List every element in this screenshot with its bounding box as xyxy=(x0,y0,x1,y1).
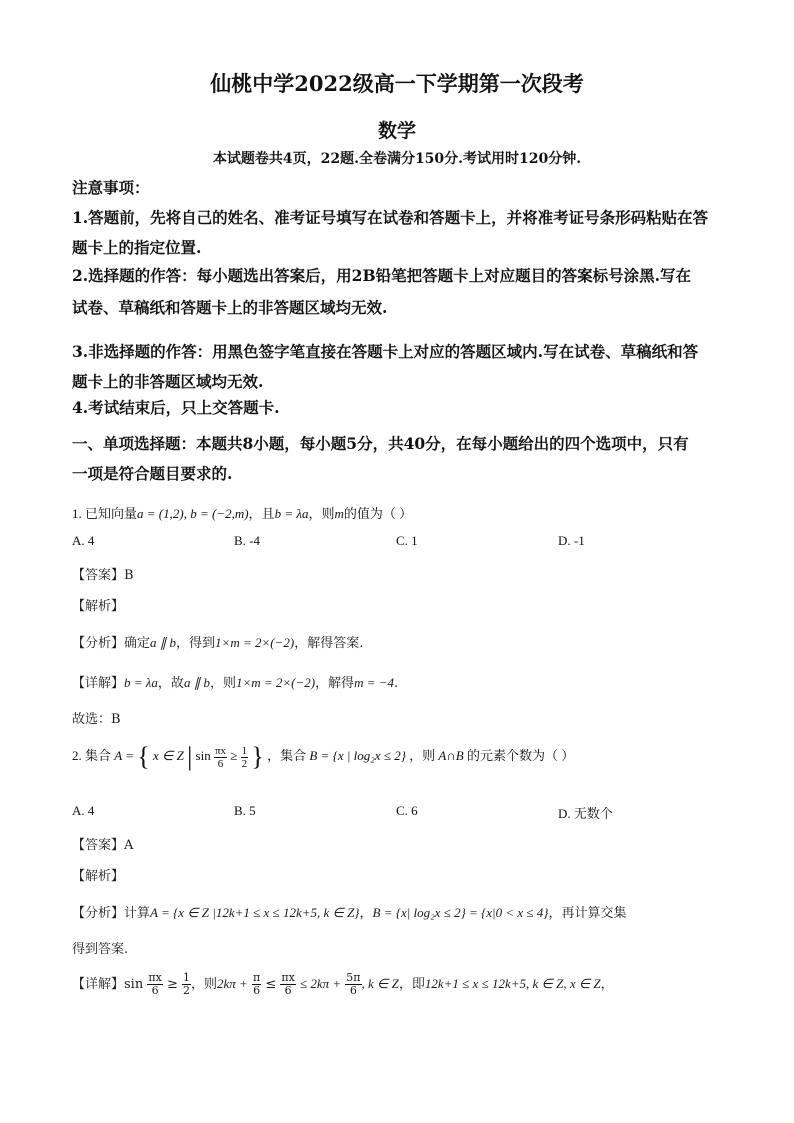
q2-text-3: ，则 xyxy=(409,747,436,763)
q2-option-c: C. 6 xyxy=(396,803,418,818)
detail-fraction-4 xyxy=(280,972,295,997)
fenxi-text-3: ，解得答案. xyxy=(294,636,364,651)
note-3-line-2: 题卡上的非答题区域均无效. xyxy=(72,372,264,391)
note-1-line-1: 1.答题前，先将自己的姓名、准考证号填写在试卷和答题卡上，并将准考证号条形码粘贴在答 xyxy=(72,208,709,227)
q1-text-1: 1. 已知向量 xyxy=(72,506,138,521)
detail-math-d: 12k+1 ≤ x ≤ 12k+5, k ∈ Z, x ∈ Z xyxy=(424,976,601,991)
q1-option-c: C. 1 xyxy=(396,533,418,548)
detail-fraction-2 xyxy=(182,972,191,997)
q2-analysis-tag: 【解析】 xyxy=(72,869,125,884)
fenxi-text-2: ， xyxy=(359,906,373,921)
fenxi-math-1: a ∥ b xyxy=(150,635,177,650)
q2-setB: B = {x | log₂x ≤ 2} xyxy=(309,747,406,763)
answer-value: A xyxy=(124,838,134,853)
fenxi-text-1: 确定 xyxy=(124,636,151,651)
answer-tag: 【答案】 xyxy=(72,568,125,583)
q2-fenxi xyxy=(72,902,626,921)
fenxi-text-1: 计算 xyxy=(124,906,151,921)
q2-setA-cond: x ∈ Z xyxy=(152,747,184,763)
fenxi-tag: 【分析】 xyxy=(72,906,125,921)
q1-text-4: 的值为（ ） xyxy=(343,506,413,521)
note-1-line-2: 题卡上的指定位置. xyxy=(72,238,202,257)
q2-intersection: A∩B xyxy=(438,747,464,763)
q1-analysis-tag: 【解析】 xyxy=(72,599,125,614)
frac-den: 2 xyxy=(182,984,190,997)
q1-var: m xyxy=(334,506,344,521)
exam-summary: 本试题卷共4页，22题.全卷满分150分.考试用时120分钟. xyxy=(212,151,582,167)
answer-tag: 【答案】 xyxy=(72,838,125,853)
q1-answer xyxy=(72,564,134,583)
section-1-line-2: 一项是符合题目要求的. xyxy=(72,464,233,483)
detail-le: ≤ xyxy=(265,977,277,992)
q1-relation: b = λa xyxy=(274,506,309,521)
frac-num: 5π xyxy=(346,971,361,984)
q1-vectors: a = (1,2), b = (−2,m) xyxy=(137,506,249,521)
q2-setA-lhs: A = xyxy=(114,747,134,763)
q2-ge: ≥ xyxy=(230,747,238,763)
q2-fraction-pix-6 xyxy=(214,745,227,770)
notes-heading: 注意事项： xyxy=(72,178,150,197)
q2-option-d: D. 无数个 xyxy=(558,806,613,821)
frac-num: 1 xyxy=(182,971,190,984)
frac-den: 6 xyxy=(253,984,261,997)
q1-option-d: D. -1 xyxy=(558,533,585,548)
note-3-line-1: 3.非选择题的作答：用黑色签字笔直接在答题卡上对应的答题区域内.写在试卷、草稿纸和答 xyxy=(72,342,699,361)
answer-value: B xyxy=(124,568,134,583)
fenxi-math-2: B = {x| log₂x ≤ 2} = {x|0 < x ≤ 4} xyxy=(372,905,549,920)
q2-answer xyxy=(72,834,133,853)
q2-text-4: 的元素个数为（ ） xyxy=(466,747,575,763)
q1-choice: 故选：B xyxy=(72,712,121,727)
left-brace-icon: { xyxy=(137,742,150,771)
q2-fraction-1-2 xyxy=(241,745,249,770)
detail-fraction-3 xyxy=(252,972,261,997)
detail-math-2: a ∥ b xyxy=(183,675,210,690)
detail-math-4: m = −4 xyxy=(354,675,395,690)
detail-fraction-1 xyxy=(147,972,162,997)
detail-math-c: , k ∈ Z xyxy=(361,976,399,991)
frac-den: 6 xyxy=(151,984,159,997)
question-1-stem xyxy=(72,503,412,522)
frac-den: 6 xyxy=(349,984,357,997)
fenxi-text-2: ，得到 xyxy=(176,636,216,651)
q2-option-b: B. 5 xyxy=(234,803,256,818)
right-brace-icon: } xyxy=(251,742,264,771)
detail-text-2: ，则 xyxy=(209,676,236,691)
detail-text-1: ，故 xyxy=(157,676,184,691)
detail-text-3: ， xyxy=(600,977,614,992)
detail-ge: ≥ xyxy=(166,977,178,992)
frac-den: 6 xyxy=(284,984,292,997)
q1-option-b: B. -4 xyxy=(234,533,260,548)
q1-text-2: ，且 xyxy=(248,506,275,521)
q2-detail xyxy=(72,972,614,997)
fenxi-math-2: 1×m = 2×(−2) xyxy=(215,635,295,650)
frac-num: π xyxy=(252,971,261,984)
fenxi-text-3: ，再计算交集 xyxy=(548,906,627,921)
frac-num: 1 xyxy=(241,744,248,757)
detail-math-a: 2kπ + xyxy=(217,976,248,991)
question-2-stem xyxy=(72,742,574,772)
exam-subject: 数学 xyxy=(377,120,416,142)
q2-fenxi-line-2: 得到答案. xyxy=(72,942,129,957)
q2-text-1: 2. 集合 xyxy=(72,747,112,763)
note-2-line-2: 试卷、草稿纸和答题卡上的非答题区域均无效. xyxy=(72,298,388,317)
bar-icon: | xyxy=(187,742,193,771)
q2-text-2: ，集合 xyxy=(267,747,307,763)
detail-math-1: b = λa xyxy=(124,675,158,690)
q1-option-a: A. 4 xyxy=(72,533,95,548)
q1-text-3: ，则 xyxy=(308,506,335,521)
detail-math-b: ≤ 2kπ + xyxy=(299,976,342,991)
q2-option-a: A. 4 xyxy=(72,803,95,818)
detail-math-3: 1×m = 2×(−2) xyxy=(235,675,316,690)
detail-text-4: . xyxy=(394,676,399,691)
frac-den: 2 xyxy=(241,757,248,770)
detail-fraction-5 xyxy=(345,972,361,997)
fenxi-math-1: A = {x ∈ Z |12k+1 ≤ x ≤ 12k+5, k ∈ Z} xyxy=(150,905,360,920)
frac-den: 6 xyxy=(217,757,224,770)
q1-detail xyxy=(72,672,398,691)
fenxi-tag: 【分析】 xyxy=(72,636,125,651)
detail-tag: 【详解】 xyxy=(72,676,125,691)
detail-sin: sin xyxy=(124,977,144,992)
frac-num: πx xyxy=(214,744,227,757)
frac-num: πx xyxy=(281,971,295,984)
q2-sin: sin xyxy=(195,747,211,763)
detail-text-2: ，即 xyxy=(398,977,425,992)
note-4: 4.考试结束后，只上交答题卡. xyxy=(72,398,280,417)
frac-num: πx xyxy=(148,971,162,984)
q1-fenxi xyxy=(72,632,363,651)
detail-tag: 【详解】 xyxy=(72,977,125,992)
note-2-line-1: 2.选择题的作答：每小题选出答案后，用2B铅笔把答题卡上对应题目的答案标号涂黑.写在 xyxy=(72,266,691,285)
detail-text-3: ，解得 xyxy=(315,676,355,691)
detail-text-1: ，则 xyxy=(190,977,217,992)
exam-title: 仙桃中学2022级高一下学期第一次段考 xyxy=(210,71,584,96)
section-1-line-1: 一、单项选择题：本题共8小题，每小题5分，共40分，在每小题给出的四个选项中，只有 xyxy=(72,434,689,453)
